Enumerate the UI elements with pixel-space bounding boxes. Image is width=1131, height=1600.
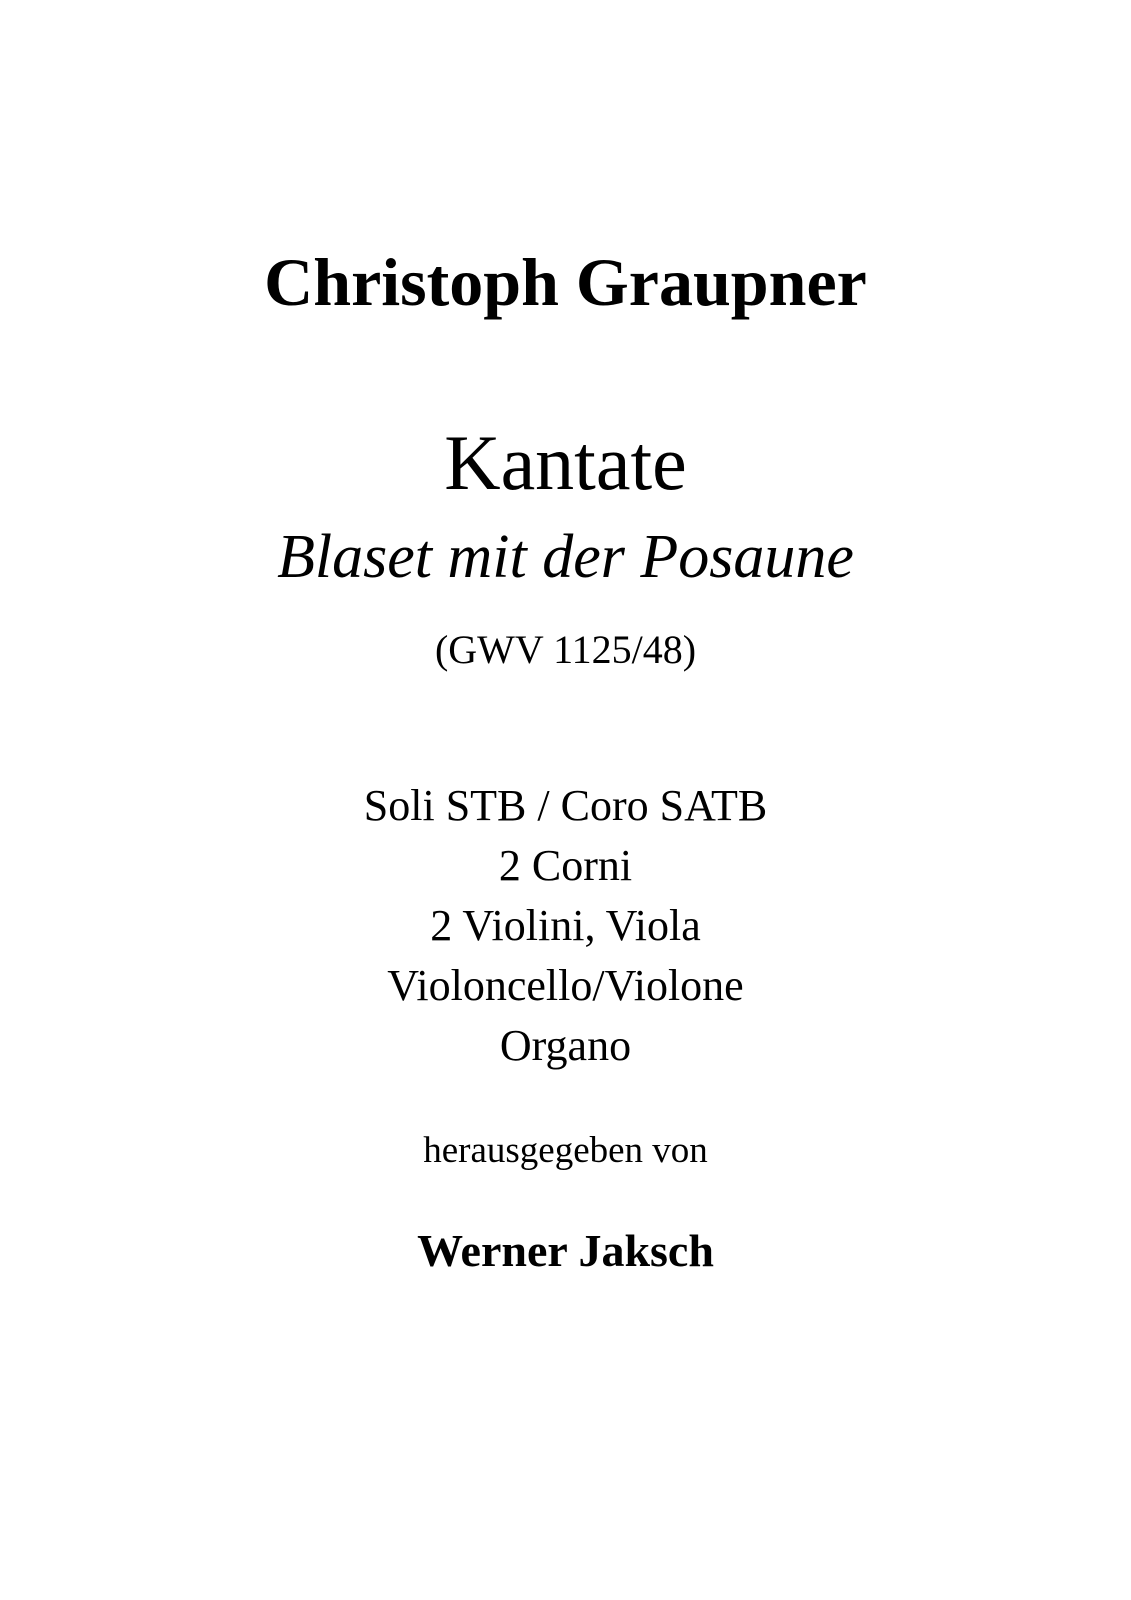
scoring-line-voices: Soli STB / Coro SATB bbox=[363, 781, 768, 830]
scoring-line-bass: Violoncello/Violone bbox=[387, 961, 744, 1010]
editor-name: Werner Jaksch bbox=[417, 1225, 714, 1276]
composer-name: Christoph Graupner bbox=[264, 244, 867, 320]
catalog-number: (GWV 1125/48) bbox=[434, 627, 697, 672]
scoring-line-organ: Organo bbox=[499, 1021, 632, 1070]
scoring-line-strings: 2 Violini, Viola bbox=[430, 901, 701, 950]
edited-by-label: herausgegeben von bbox=[423, 1130, 708, 1171]
work-title: Blaset mit der Posaune bbox=[277, 523, 854, 591]
work-type: Kantate bbox=[444, 419, 687, 506]
scoring-list bbox=[0, 776, 1131, 1076]
scoring-line-horns: 2 Corni bbox=[498, 841, 633, 890]
